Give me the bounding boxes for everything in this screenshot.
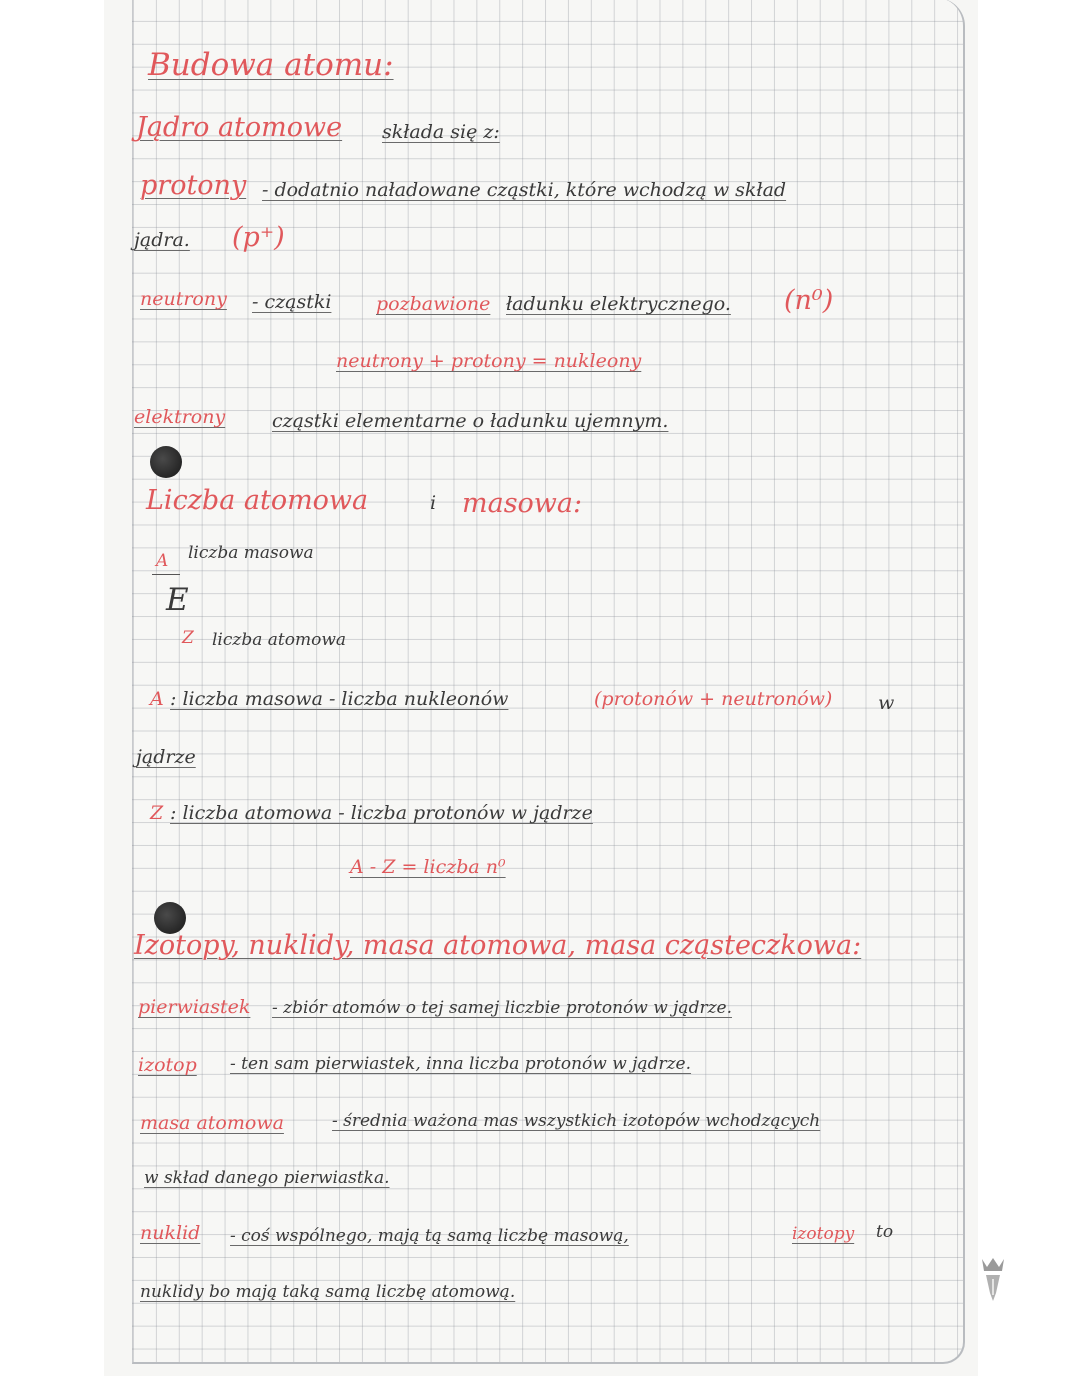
- binder-hole-icon: [150, 446, 182, 478]
- nuklid-definition: - coś wspólnego, mają tą samą liczbę masową,: [230, 1226, 629, 1246]
- background-right: [978, 0, 1080, 1397]
- elektrony-definition: cząstki elementarne o ładunku ujemnym.: [272, 410, 669, 432]
- crown-pen-stamp-icon: [978, 1255, 1008, 1305]
- grid-paper: [132, 0, 965, 1364]
- neutron-symbol: (n⁰): [784, 285, 834, 316]
- notation-element-symbol: E: [166, 582, 189, 618]
- background-bottom: [104, 1376, 1080, 1397]
- term-masa-atomowa: masa atomowa: [140, 1112, 284, 1134]
- nuklid-izotopy: izotopy: [792, 1224, 855, 1244]
- nucleus-consists-text: składa się z:: [382, 121, 500, 143]
- nucleus-heading: Jądro atomowe: [136, 112, 343, 143]
- term-neutrony: neutrony: [140, 288, 227, 310]
- pierwiastek-definition: - zbiór atomów o tej samej liczbie protonów w jądrze.: [272, 998, 732, 1018]
- line-a-tail: w: [878, 692, 895, 714]
- term-nuklid: nuklid: [140, 1222, 201, 1244]
- notation-atomic-symbol: Z: [182, 628, 194, 648]
- section-title-masowa: masowa:: [462, 488, 583, 519]
- proton-symbol: (p⁺): [232, 222, 285, 253]
- notation-mass-label: liczba masowa: [188, 543, 314, 563]
- term-pierwiastek: pierwiastek: [138, 996, 251, 1018]
- nucleons-formula: neutrony + protony = nukleony: [336, 350, 642, 372]
- nuklid-tail: to: [876, 1222, 894, 1242]
- line-a-text: : liczba masowa - liczba nukleonów: [170, 688, 509, 710]
- notation-atomic-label: liczba atomowa: [212, 630, 347, 650]
- neutrony-definition-start: - cząstki: [252, 291, 332, 313]
- nuklid-continuation: nuklidy bo mają taką samą liczbę atomową.: [140, 1282, 516, 1302]
- masa-atomowa-definition: - średnia ważona mas wszystkich izotopów wchodzących: [332, 1111, 821, 1131]
- masa-atomowa-continuation: w skład danego pierwiastka.: [144, 1168, 390, 1188]
- term-elektrony: elektrony: [134, 406, 226, 428]
- background-left: [0, 0, 104, 1397]
- line-z-text: : liczba atomowa - liczba protonów w jądrze: [170, 802, 593, 824]
- notebook-page: [104, 0, 978, 1376]
- neutron-formula: A - Z = liczba n⁰: [350, 856, 506, 878]
- izotop-definition: - ten sam pierwiastek, inna liczba protonów w jądrze.: [230, 1054, 692, 1074]
- section-title-liczba-atomowa: Liczba atomowa: [146, 485, 369, 516]
- line-a-red: (protonów + neutronów): [594, 688, 833, 710]
- neutrony-definition-rest: ładunku elektrycznego.: [506, 293, 731, 315]
- line-a-symbol: A: [150, 688, 164, 710]
- protony-definition: - dodatnio naładowane cząstki, które wchodzą w skład: [262, 179, 787, 201]
- neutrony-pozbawione: pozbawione: [376, 293, 491, 315]
- term-protony: protony: [140, 170, 247, 201]
- line-a-continuation: jądrze: [136, 746, 196, 768]
- section-title-i: i: [430, 492, 437, 514]
- notation-mass-symbol: A: [156, 551, 169, 571]
- notation-line: [152, 574, 180, 575]
- term-izotop: izotop: [138, 1054, 197, 1076]
- section-title-budowa-atomu: Budowa atomu:: [148, 47, 394, 83]
- section-title-izotopy: Izotopy, nuklidy, masa atomowa, masa cząsteczkowa:: [134, 930, 862, 961]
- line-z-symbol: Z: [150, 802, 164, 824]
- protony-continuation: jądra.: [134, 229, 190, 251]
